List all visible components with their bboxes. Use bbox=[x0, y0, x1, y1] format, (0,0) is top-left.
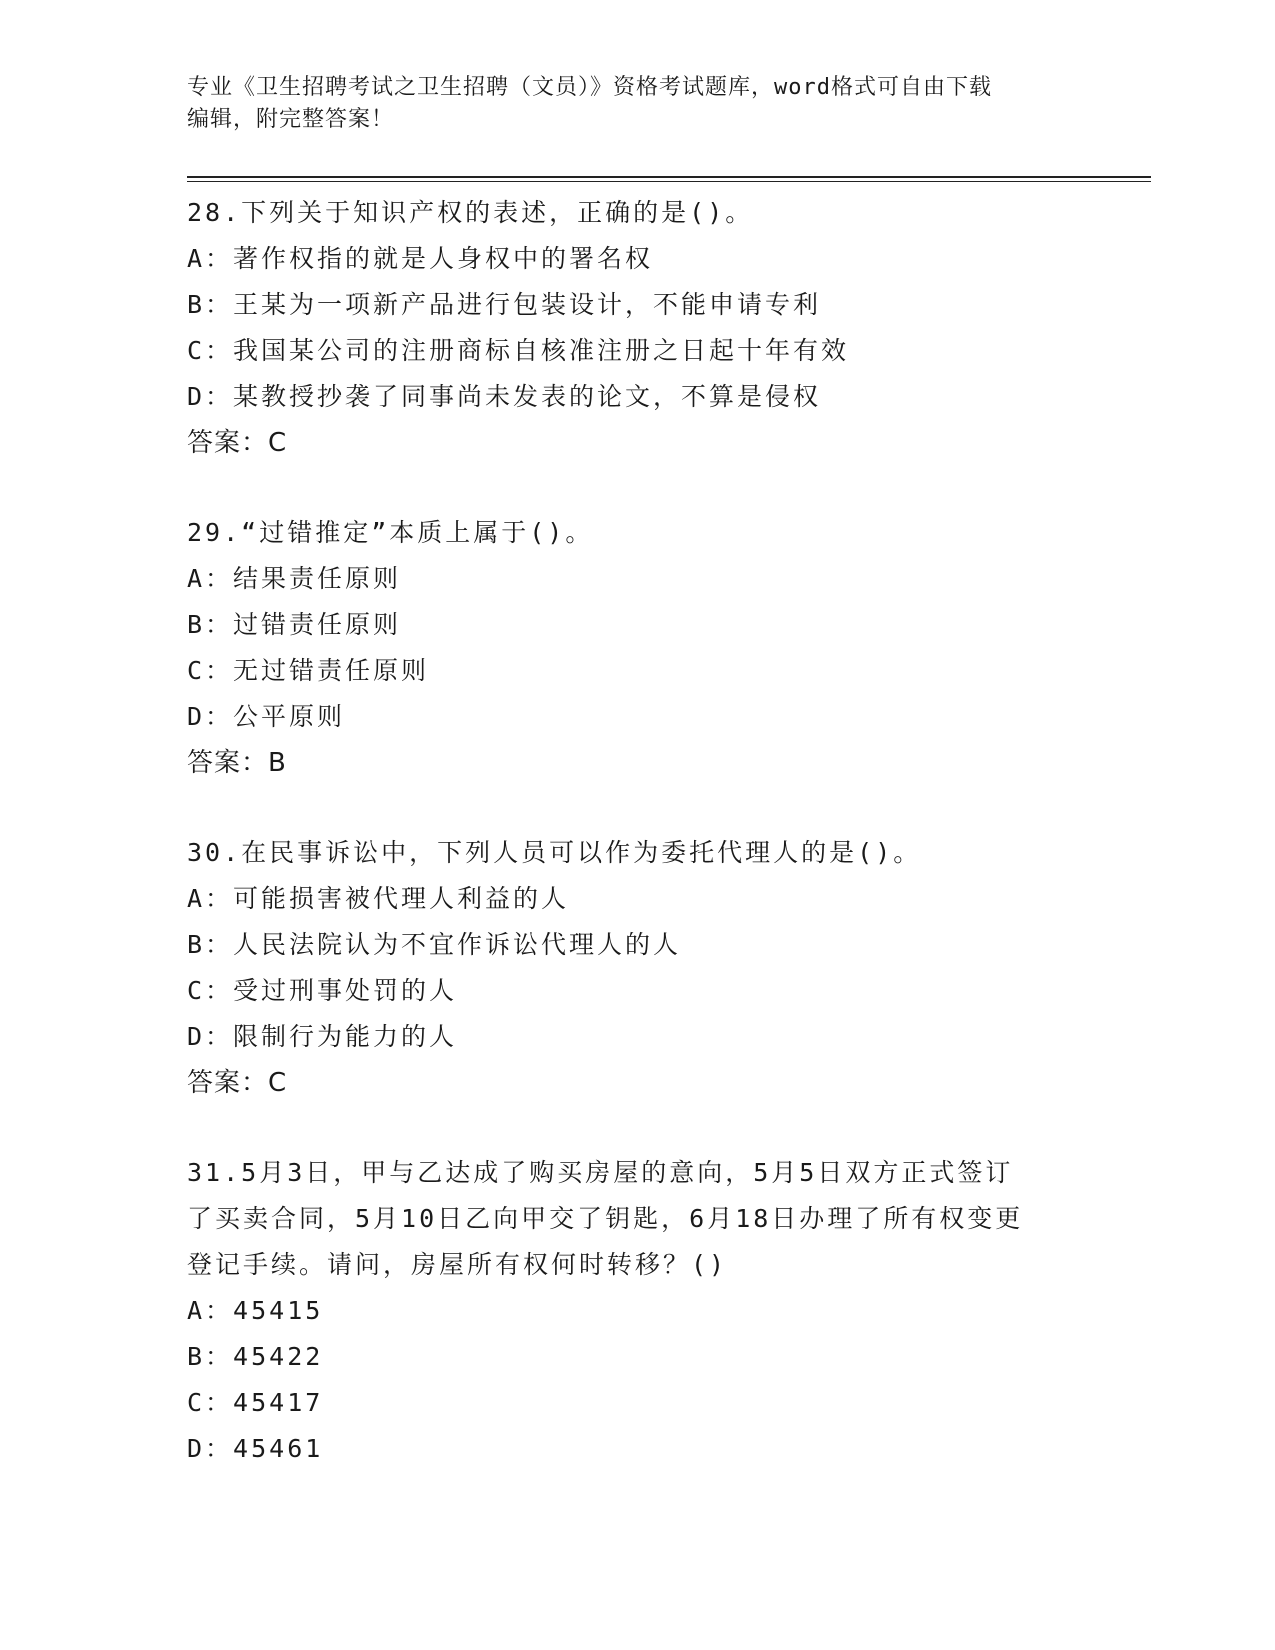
option-a: A：45415 bbox=[187, 1296, 324, 1325]
option-c: C：我国某公司的注册商标自核准注册之日起十年有效 bbox=[187, 336, 850, 365]
option-a: A：结果责任原则 bbox=[187, 564, 402, 593]
question-stem: 30.在民事诉讼中，下列人员可以作为委托代理人的是()。 bbox=[187, 838, 922, 867]
header-line-1: 专业《卫生招聘考试之卫生招聘（文员）》资格考试题库，word格式可自由下载 bbox=[187, 75, 992, 100]
option-b: B：45422 bbox=[187, 1342, 324, 1371]
question-29 bbox=[187, 510, 1087, 786]
question-stem-line-1: 31.5月3日，甲与乙达成了购买房屋的意向，5月5日双方正式签订 bbox=[187, 1158, 1014, 1187]
answer: 答案：B bbox=[187, 748, 287, 778]
option-b: B：王某为一项新产品进行包装设计，不能申请专利 bbox=[187, 290, 822, 319]
question-stem: 29.“过错推定”本质上属于()。 bbox=[187, 518, 594, 547]
document-header bbox=[187, 72, 1087, 136]
question-31 bbox=[187, 1150, 1087, 1472]
option-b: B：过错责任原则 bbox=[187, 610, 402, 639]
option-c: C：45417 bbox=[187, 1388, 324, 1417]
option-a: A：可能损害被代理人利益的人 bbox=[187, 884, 570, 913]
option-d: D：45461 bbox=[187, 1434, 324, 1463]
option-b: B：人民法院认为不宜作诉讼代理人的人 bbox=[187, 930, 682, 959]
header-divider-thick bbox=[187, 176, 1151, 178]
option-d: D：某教授抄袭了同事尚未发表的论文，不算是侵权 bbox=[187, 382, 822, 411]
option-d: D：公平原则 bbox=[187, 702, 346, 731]
question-list bbox=[187, 190, 1087, 1516]
question-stem-line-2: 了买卖合同，5月10日乙向甲交了钥匙，6月18日办理了所有权变更 bbox=[187, 1204, 1024, 1233]
answer: 答案：C bbox=[187, 428, 288, 458]
answer: 答案：C bbox=[187, 1068, 288, 1098]
question-30 bbox=[187, 830, 1087, 1106]
question-28 bbox=[187, 190, 1087, 466]
option-a: A：著作权指的就是人身权中的署名权 bbox=[187, 244, 654, 273]
question-stem-line-3: 登记手续。请问，房屋所有权何时转移？() bbox=[187, 1250, 728, 1279]
question-stem: 28.下列关于知识产权的表述，正确的是()。 bbox=[187, 198, 754, 227]
option-d: D：限制行为能力的人 bbox=[187, 1022, 458, 1051]
option-c: C：受过刑事处罚的人 bbox=[187, 976, 458, 1005]
option-c: C：无过错责任原则 bbox=[187, 656, 430, 685]
header-divider-thin bbox=[187, 181, 1151, 182]
header-line-2: 编辑，附完整答案！ bbox=[187, 107, 395, 132]
